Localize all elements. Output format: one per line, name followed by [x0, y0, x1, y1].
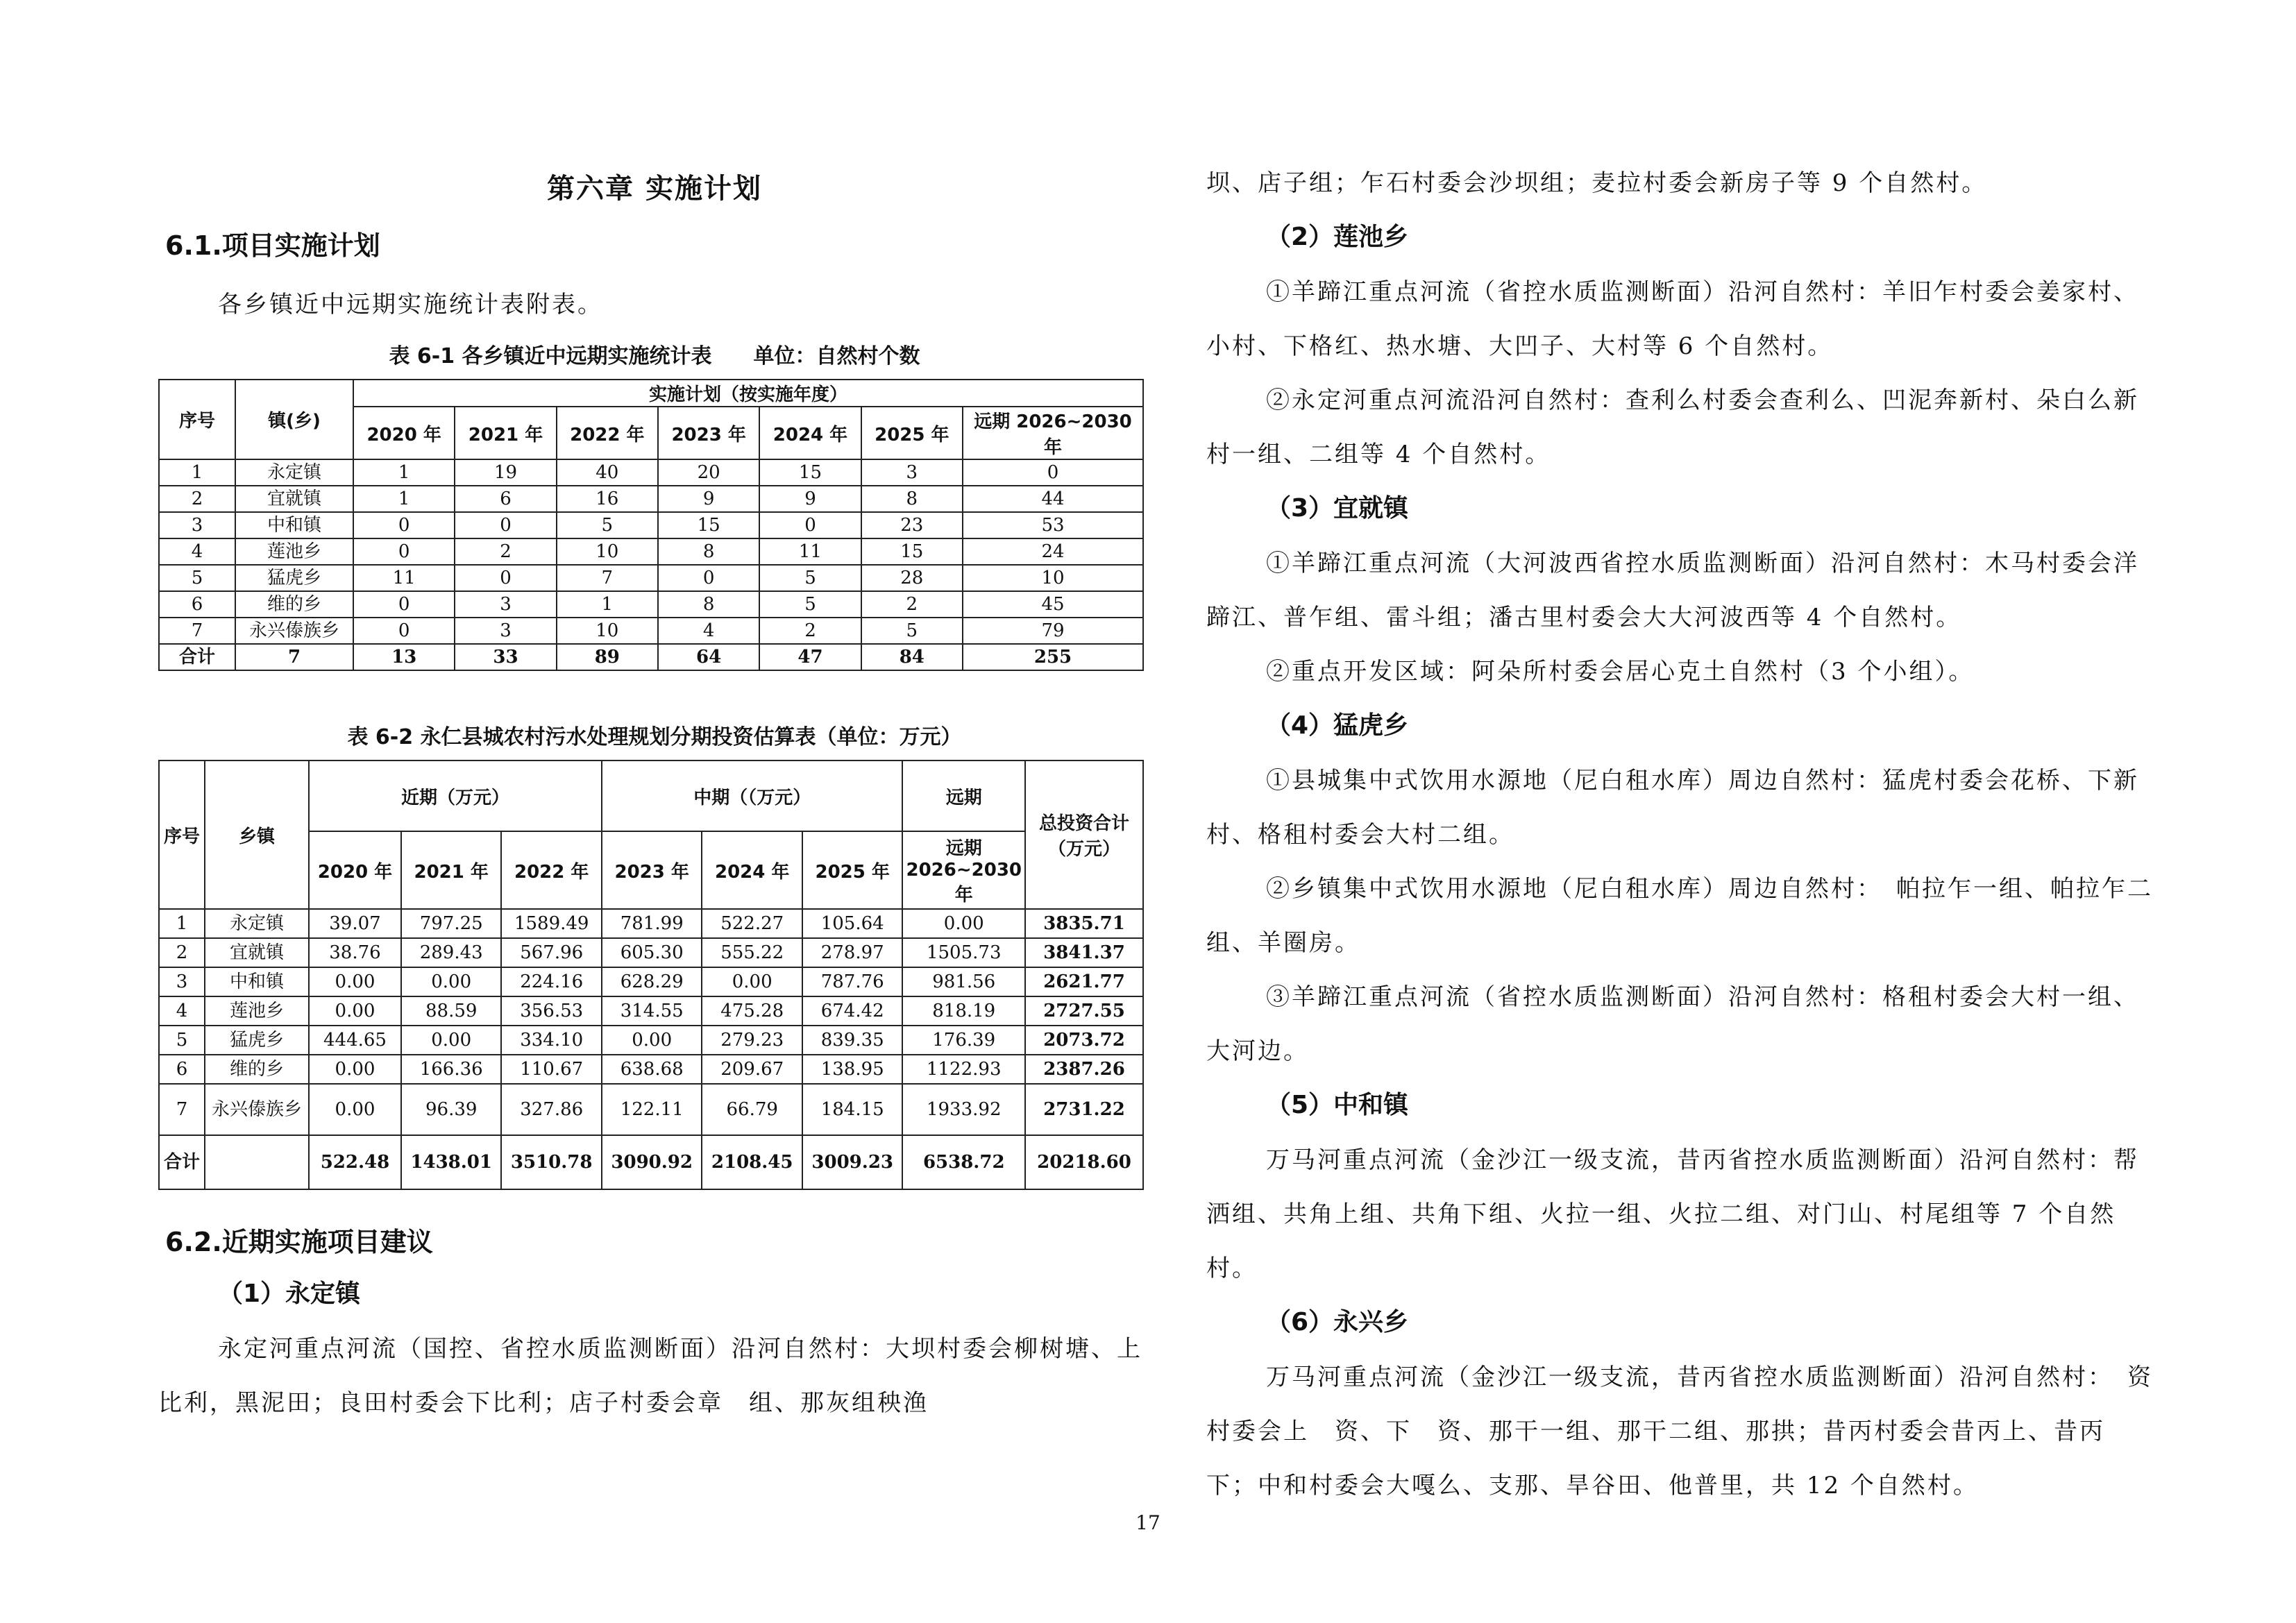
table1-total-cell: 89	[557, 644, 658, 670]
table2-cell-value: 110.67	[501, 1055, 602, 1084]
table2-cell-value: 96.39	[401, 1084, 502, 1135]
table1-cell-value: 0	[353, 512, 455, 538]
table2-cell-value: 981.56	[902, 967, 1025, 996]
table1-cell-value: 5	[759, 565, 861, 591]
table1-cell-value: 1	[557, 591, 658, 618]
table2-cell-total: 3841.37	[1025, 938, 1143, 967]
table2-cell-value: 605.30	[602, 938, 702, 967]
table2-cell-no: 5	[159, 1026, 205, 1055]
table2-cell-value: 0.00	[902, 909, 1025, 938]
table2-cell-value: 0.00	[309, 996, 401, 1026]
table2-header-town: 乡镇	[205, 760, 309, 909]
table1-cell-town: 宜就镇	[235, 486, 353, 512]
table2-sum-label: 合计	[159, 1135, 205, 1189]
table1	[158, 379, 1144, 671]
table2-cell-value: 475.28	[702, 996, 802, 1026]
subsection-4-para-1: ①县城集中式饮用水源地（尼白租水库）周边自然村：猛虎村委会花桥、下新村、格租村委会大村二组。	[1206, 767, 2139, 849]
table1-cell-value: 3	[455, 618, 556, 644]
table2-cell-value: 781.99	[602, 909, 702, 938]
table1-total-cell: 64	[658, 644, 759, 670]
subsection-6-para-1: 万马河重点河流（金沙江一级支流，昔丙省控水质监测断面）沿河自然村： 资村委会上 资、下 资、那干一组、那干二组、那拱；昔丙村委会昔丙上、昔丙下；中和村委会大嘎么、支那、旱谷田、他普里，共 12 个自然村。	[1206, 1363, 2153, 1499]
table2-cell-total: 2731.22	[1025, 1084, 1143, 1135]
table2-cell-no: 6	[159, 1055, 205, 1084]
table2-cell-value: 555.22	[702, 938, 802, 967]
table2-cell-value: 289.43	[401, 938, 502, 967]
table1-cell-value: 0	[455, 512, 556, 538]
table1-cell-value: 0	[353, 591, 455, 618]
section-6-2-heading: 6.2.近期实施项目建议	[165, 1227, 433, 1257]
subsection-4-para-3: ③羊蹄江重点河流（省控水质监测断面）沿河自然村：格租村委会大村一组、大河边。	[1206, 983, 2139, 1065]
table1-cell-value: 45	[963, 591, 1143, 618]
table2-row	[159, 996, 1143, 1026]
table1-row	[159, 512, 1143, 538]
table2-cell-total: 2387.26	[1025, 1055, 1143, 1084]
table2-cell-value: 0.00	[401, 1026, 502, 1055]
table1-cell-value: 6	[455, 486, 556, 512]
table1-cell-value: 7	[557, 565, 658, 591]
table1-cell-value: 3	[861, 459, 963, 486]
table2-header-year: 2020 年	[309, 831, 401, 909]
table1-cell-town: 永兴傣族乡	[235, 618, 353, 644]
table1-cell-town: 猛虎乡	[235, 565, 353, 591]
table1-total-town: 7	[235, 644, 353, 670]
table1-header-year: 2024 年	[759, 407, 861, 459]
table1-cell-value: 8	[658, 591, 759, 618]
table2-cell-value: 279.23	[702, 1026, 802, 1055]
subsection-3-heading: （3）宜就镇	[1266, 494, 1409, 522]
table2-cell-total: 2621.77	[1025, 967, 1143, 996]
subsection-4-heading: （4）猛虎乡	[1266, 711, 1409, 740]
table2-cell-value: 0.00	[401, 967, 502, 996]
table2	[158, 760, 1144, 1190]
table1-header-year: 2023 年	[658, 407, 759, 459]
table2-cell-value: 797.25	[401, 909, 502, 938]
table2-cell-value: 278.97	[802, 938, 903, 967]
table2-cell-value: 327.86	[501, 1084, 602, 1135]
table1-header-year: 远期 2026~2030 年	[963, 407, 1143, 459]
table1-header-year: 2021 年	[455, 407, 556, 459]
table2-sum-town	[205, 1135, 309, 1189]
table1-cell-value: 0	[759, 512, 861, 538]
table2-header-year: 2022 年	[501, 831, 602, 909]
subsection-2-heading: （2）莲池乡	[1266, 223, 1409, 251]
table1-cell-town: 中和镇	[235, 512, 353, 538]
table1-header-group: 实施计划（按实施年度）	[353, 380, 1143, 407]
table2-sum-total: 20218.60	[1025, 1135, 1143, 1189]
table2-row	[159, 909, 1143, 938]
table2-row	[159, 1055, 1143, 1084]
table1-cell-value: 10	[557, 538, 658, 565]
table1-cell-town: 维的乡	[235, 591, 353, 618]
table1-cell-value: 3	[455, 591, 556, 618]
table1-cell-town: 永定镇	[235, 459, 353, 486]
table2-cell-town: 莲池乡	[205, 996, 309, 1026]
table1-total-cell: 255	[963, 644, 1143, 670]
table1-cell-value: 2	[455, 538, 556, 565]
table2-cell-value: 356.53	[501, 996, 602, 1026]
table1-total-cell: 13	[353, 644, 455, 670]
table2-header-year: 2024 年	[702, 831, 802, 909]
table2-cell-total: 3835.71	[1025, 909, 1143, 938]
page-number: 17	[1136, 1511, 1160, 1534]
table2-row	[159, 967, 1143, 996]
subsection-2-para-2: ②永定河重点河流沿河自然村：查利么村委会查利么、凹泥奔新村、朵白么新村一组、二组等 4 个自然村。	[1206, 386, 2139, 468]
table2-header-no: 序号	[159, 760, 205, 909]
table1-cell-value: 15	[658, 512, 759, 538]
table2-cell-value: 166.36	[401, 1055, 502, 1084]
table2-cell-value: 567.96	[501, 938, 602, 967]
table2-cell-total: 2727.55	[1025, 996, 1143, 1026]
table1-cell-value: 9	[658, 486, 759, 512]
table2-sum-cell: 3009.23	[802, 1135, 903, 1189]
table2-sum-cell: 3510.78	[501, 1135, 602, 1189]
table1-cell-value: 53	[963, 512, 1143, 538]
table2-cell-value: 0.00	[309, 1055, 401, 1084]
subsection-6-heading: （6）永兴乡	[1266, 1308, 1409, 1336]
table1-cell-value: 11	[353, 565, 455, 591]
table2-cell-town: 中和镇	[205, 967, 309, 996]
table2-cell-total: 2073.72	[1025, 1026, 1143, 1055]
table1-header-no: 序号	[159, 380, 235, 459]
subsection-3-para-1: ①羊蹄江重点河流（大河波西省控水质监测断面）沿河自然村：木马村委会洋蹄江、普乍组、雷斗组；潘古里村委会大大河波西等 4 个自然村。	[1206, 550, 2139, 631]
table2-cell-value: 0.00	[309, 1084, 401, 1135]
right-column	[1206, 156, 2154, 1513]
table1-row	[159, 565, 1143, 591]
table2-cell-value: 224.16	[501, 967, 602, 996]
table1-cell-no: 1	[159, 459, 235, 486]
table2-cell-no: 4	[159, 996, 205, 1026]
table1-cell-value: 8	[861, 486, 963, 512]
section-6-1-heading: 6.1.项目实施计划	[165, 230, 380, 261]
table2-cell-no: 7	[159, 1084, 205, 1135]
table1-cell-value: 20	[658, 459, 759, 486]
subsection-2-para-1: ①羊蹄江重点河流（省控水质监测断面）沿河自然村：羊旧乍村委会姜家村、小村、下格红、热水塘、大凹子、大村等 6 个自然村。	[1206, 278, 2139, 360]
table2-row	[159, 938, 1143, 967]
table2-cell-town: 维的乡	[205, 1055, 309, 1084]
table2-cell-value: 122.11	[602, 1084, 702, 1135]
table1-total-cell: 33	[455, 644, 556, 670]
table2-cell-no: 1	[159, 909, 205, 938]
table1-cell-value: 4	[658, 618, 759, 644]
table2-cell-value: 839.35	[802, 1026, 903, 1055]
table1-cell-no: 6	[159, 591, 235, 618]
table2-cell-value: 0.00	[602, 1026, 702, 1055]
table2-cell-town: 宜就镇	[205, 938, 309, 967]
table2-cell-value: 787.76	[802, 967, 903, 996]
table1-cell-value: 1	[353, 459, 455, 486]
subsection-4-para-2: ②乡镇集中式饮用水源地（尼白租水库）周边自然村： 帕拉乍一组、帕拉乍二组、羊圈房。	[1206, 875, 2153, 957]
table2-cell-value: 334.10	[501, 1026, 602, 1055]
table1-cell-value: 0	[658, 565, 759, 591]
table1-cell-value: 23	[861, 512, 963, 538]
table1-cell-value: 28	[861, 565, 963, 591]
table1-cell-value: 0	[353, 538, 455, 565]
table2-header-year: 2025 年	[802, 831, 903, 909]
table1-cell-value: 15	[861, 538, 963, 565]
table1-cell-town: 莲池乡	[235, 538, 353, 565]
table2-cell-no: 3	[159, 967, 205, 996]
left-column	[158, 160, 1151, 1430]
table2-sum-cell: 6538.72	[902, 1135, 1025, 1189]
table1-cell-value: 16	[557, 486, 658, 512]
section-6-1-intro: 各乡镇近中远期实施统计表附表。	[218, 291, 603, 318]
table1-cell-value: 0	[455, 565, 556, 591]
chapter-title: 第六章 实施计划	[547, 173, 762, 205]
table2-cell-value: 638.68	[602, 1055, 702, 1084]
table2-row	[159, 1026, 1143, 1055]
table1-cell-value: 5	[861, 618, 963, 644]
table1-cell-value: 9	[759, 486, 861, 512]
table2-sum-cell: 522.48	[309, 1135, 401, 1189]
table2-header-mid: 中期（（万元）	[602, 760, 903, 831]
table2-header-year: 2023 年	[602, 831, 702, 909]
table1-cell-value: 8	[658, 538, 759, 565]
table1-header-year: 2022 年	[557, 407, 658, 459]
table1-row	[159, 618, 1143, 644]
table1-cell-value: 2	[861, 591, 963, 618]
table1-cell-no: 7	[159, 618, 235, 644]
table2-cell-town: 永定镇	[205, 909, 309, 938]
table2-cell-value: 818.19	[902, 996, 1025, 1026]
table2-cell-value: 314.55	[602, 996, 702, 1026]
table1-header-year: 2025 年	[861, 407, 963, 459]
table2-cell-value: 209.67	[702, 1055, 802, 1084]
subsection-5-heading: （5）中和镇	[1266, 1091, 1409, 1119]
table1-cell-value: 10	[963, 565, 1143, 591]
subsection-1-text: 永定河重点河流（国控、省控水质监测断面）沿河自然村：大坝村委会柳树塘、上比利，黑泥田；良田村委会下比利；店子村委会章 组、那灰组秧渔	[158, 1335, 1142, 1417]
table2-cell-value: 105.64	[802, 909, 903, 938]
subsection-5-para-1: 万马河重点河流（金沙江一级支流，昔丙省控水质监测断面）沿河自然村：帮洒组、共角上组、共角下组、火拉一组、火拉二组、对门山、村尾组等 7 个自然村。	[1206, 1146, 2139, 1282]
table1-cell-value: 24	[963, 538, 1143, 565]
table2-cell-value: 66.79	[702, 1084, 802, 1135]
table1-cell-value: 40	[557, 459, 658, 486]
table1-cell-value: 0	[353, 618, 455, 644]
table2-cell-value: 0.00	[309, 967, 401, 996]
table1-cell-value: 2	[759, 618, 861, 644]
table1-cell-no: 2	[159, 486, 235, 512]
table1-cell-value: 10	[557, 618, 658, 644]
table1-header-town: 镇(乡)	[235, 380, 353, 459]
table2-header-year: 2021 年	[401, 831, 502, 909]
table2-row	[159, 1084, 1143, 1135]
table1-total-cell: 47	[759, 644, 861, 670]
table1-cell-value: 79	[963, 618, 1143, 644]
table2-caption: 表 6-2 永仁县城农村污水处理规划分期投资估算表（单位：万元）	[347, 725, 962, 749]
table1-caption: 表 6-1 各乡镇近中远期实施统计表 单位：自然村个数	[389, 344, 920, 368]
table1-cell-value: 0	[963, 459, 1143, 486]
table2-header-total: 总投资合计（万元）	[1025, 760, 1143, 909]
table1-cell-value: 1	[353, 486, 455, 512]
table2-cell-town: 猛虎乡	[205, 1026, 309, 1055]
table2-cell-town: 永兴傣族乡	[205, 1084, 309, 1135]
table1-row	[159, 591, 1143, 618]
table2-cell-value: 176.39	[902, 1026, 1025, 1055]
table2-cell-value: 674.42	[802, 996, 903, 1026]
table2-cell-value: 1505.73	[902, 938, 1025, 967]
table2-sum-cell: 2108.45	[702, 1135, 802, 1189]
table1-header-year: 2020 年	[353, 407, 455, 459]
table2-cell-value: 628.29	[602, 967, 702, 996]
table2-cell-value: 1122.93	[902, 1055, 1025, 1084]
table2-cell-value: 184.15	[802, 1084, 903, 1135]
subsection-3-para-2: ②重点开发区域：阿朵所村委会居心克土自然村（3 个小组）。	[1266, 658, 1975, 686]
table2-cell-no: 2	[159, 938, 205, 967]
table2-header-year: 远期 2026~2030 年	[902, 831, 1025, 909]
table1-total-cell: 84	[861, 644, 963, 670]
subsection-1-heading: （1）永定镇	[218, 1280, 361, 1308]
subsection-1-continued: 坝、店子组；乍石村委会沙坝组；麦拉村委会新房子等 9 个自然村。	[1206, 169, 1988, 197]
table2-cell-value: 39.07	[309, 909, 401, 938]
table2-cell-value: 0.00	[702, 967, 802, 996]
table1-cell-value: 44	[963, 486, 1143, 512]
table2-cell-value: 522.27	[702, 909, 802, 938]
table2-cell-value: 38.76	[309, 938, 401, 967]
table2-cell-value: 88.59	[401, 996, 502, 1026]
table1-cell-value: 15	[759, 459, 861, 486]
table1-cell-value: 5	[557, 512, 658, 538]
table1-cell-value: 19	[455, 459, 556, 486]
table1-row	[159, 538, 1143, 565]
table2-sum-cell: 3090.92	[602, 1135, 702, 1189]
table2-cell-value: 1933.92	[902, 1084, 1025, 1135]
table1-cell-no: 5	[159, 565, 235, 591]
table2-header-far: 远期	[902, 760, 1025, 831]
table1-cell-no: 3	[159, 512, 235, 538]
table1-total-label: 合计	[159, 644, 235, 670]
table2-cell-value: 138.95	[802, 1055, 903, 1084]
table1-cell-no: 4	[159, 538, 235, 565]
table1-row	[159, 486, 1143, 512]
table2-cell-value: 1589.49	[501, 909, 602, 938]
table1-row	[159, 459, 1143, 486]
table2-sum-cell: 1438.01	[401, 1135, 502, 1189]
table2-header-near: 近期（万元）	[309, 760, 602, 831]
table2-cell-value: 444.65	[309, 1026, 401, 1055]
table1-cell-value: 11	[759, 538, 861, 565]
table1-cell-value: 5	[759, 591, 861, 618]
